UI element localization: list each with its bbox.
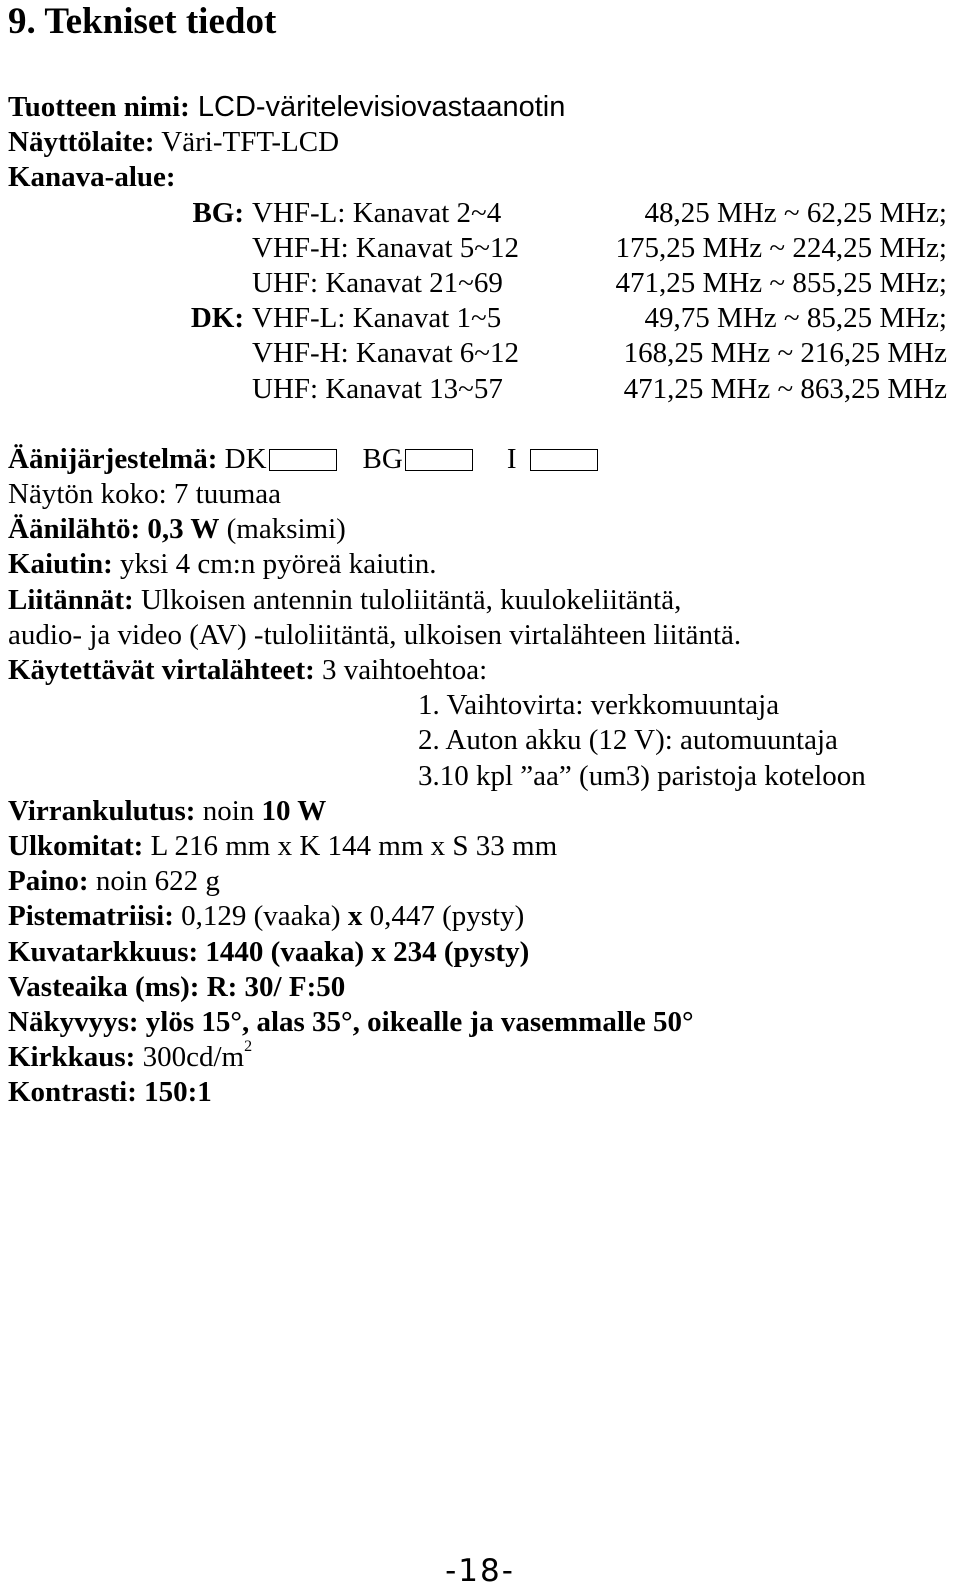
page-number: -18- [445,1553,515,1589]
spec-value: (maksimi) [219,513,346,546]
channel-band: VHF-L: Kanavat 2~4 [252,196,502,229]
spec-power-sources [8,653,953,688]
channel-system [8,336,252,371]
spec-value: audio- ja video (AV) -tuloliitäntä, ulkoisen virtalähteen liitäntä. [8,618,742,651]
spec-list [8,90,953,1111]
spec-label: Paino: [8,865,89,898]
spec-value: 300cd/m [135,1041,245,1074]
spec-label: Näyttölaite: [8,126,155,159]
channel-frequency: 471,25 MHz ~ 863,25 MHz [623,372,947,405]
channel-row [8,231,953,266]
channel-system: DK: [190,302,244,335]
spec-text: Näkyvyys: ylös 15°, alas 35°, oikealle ja vasemmalle 50° [8,1006,694,1039]
sound-option-bg-label: BG [362,442,403,475]
spec-response-time [8,970,953,1005]
channel-row [8,372,953,407]
channel-system [8,372,252,407]
spec-dot-matrix [8,899,953,934]
spec-product-name [8,90,953,125]
channel-row [8,196,953,231]
channel-frequency: 471,25 MHz ~ 855,25 MHz; [615,267,947,300]
spec-label: Äänijärjestelmä: [8,442,218,475]
spec-channel-range [8,160,953,195]
spec-value: Väri-TFT-LCD [154,126,340,159]
spec-label: Liitännät: [8,583,134,616]
power-option: 3.10 kpl ”aa” (um3) paristoja koteloon [418,759,866,792]
channel-system [8,266,252,301]
channel-system: BG: [192,196,244,229]
spec-value: L 216 mm x K 144 mm x S 33 mm [143,830,558,863]
spec-text: Vasteaika (ms): R: 30/ F:50 [8,970,346,1003]
spec-value: 0,129 (vaaka) [173,900,348,933]
spec-text: Kontrasti: 150:1 [8,1076,212,1109]
spec-label: Käytettävät virtalähteet: [8,654,315,687]
channel-band: VHF-H: Kanavat 6~12 [252,337,519,370]
spec-label: Virrankulutus: [8,794,196,827]
spec-label: Pistematriisi: [8,900,174,933]
channel-row [8,336,953,371]
channel-band: UHF: Kanavat 21~69 [252,267,503,300]
power-option: 2. Auton akku (12 V): automuuntaja [418,724,838,757]
spec-label: Ulkomitat: [8,830,144,863]
page-title: 9. Tekniset tiedot [8,1,277,42]
channel-row [8,266,953,301]
spec-connections-cont [8,618,953,653]
channel-table [8,196,953,407]
spec-viewing-angle [8,1005,953,1040]
channel-band: VHF-H: Kanavat 5~12 [252,231,519,264]
spec-value: yksi 4 cm:n pyöreä kaiutin. [112,548,437,581]
channel-band: UHF: Kanavat 13~57 [252,372,503,405]
spec-value: Ulkoisen antennin tuloliitäntä, kuulokeliitäntä, [133,583,682,616]
sound-option-bg-checkbox [405,449,473,471]
spec-audio-output [8,512,953,547]
spec-label: Äänilähtö: 0,3 W [8,513,220,546]
spec-brightness [8,1040,953,1075]
channel-frequency: 48,25 MHz ~ 62,25 MHz; [644,196,947,229]
spec-dimensions [8,829,953,864]
spec-value: LCD-väritelevisiovastaanotin [189,91,566,123]
spec-speaker [8,547,953,582]
spec-weight [8,864,953,899]
spec-screen-size [8,477,953,512]
spec-contrast [8,1075,953,1110]
channel-frequency: 175,25 MHz ~ 224,25 MHz; [615,231,947,264]
sound-option-dk-checkbox [269,449,337,471]
spec-value: 3 vaihtoehtoa: [314,654,488,687]
spec-value: noin 622 g [88,865,220,898]
spec-superscript: 2 [244,1038,253,1056]
spec-label: Kirkkaus: [8,1041,136,1074]
channel-system [8,231,252,266]
spec-label: Kanava-alue: [8,161,176,194]
channel-frequency: 168,25 MHz ~ 216,25 MHz [623,337,947,370]
spec-display-device [8,125,953,160]
spec-text: Kuvatarkkuus: 1440 (vaaka) x 234 (pysty) [8,935,530,968]
spec-value: noin [195,794,262,827]
spec-power-consumption [8,794,953,829]
spec-resolution [8,935,953,970]
spec-connections [8,583,953,618]
spec-value-x: x [347,900,363,933]
sound-option-dk-label: DK [217,442,267,475]
channel-frequency: 49,75 MHz ~ 85,25 MHz; [644,302,947,335]
spec-label: Tuotteen nimi: [8,91,190,123]
channel-row [8,301,953,336]
spec-sound-system [8,442,953,477]
spacer [8,407,953,442]
sound-option-i-label: I [506,442,517,475]
power-option: 1. Vaihtovirta: verkkomuuntaja [418,689,780,722]
spec-text: Näytön koko: 7 tuumaa [8,478,282,511]
channel-band: VHF-L: Kanavat 1~5 [252,302,502,335]
sound-option-i-checkbox [530,449,598,471]
spec-value: 0,447 (pysty) [362,900,525,933]
spec-label: Kaiutin: [8,548,113,581]
spec-value-bold: 10 W [261,794,327,827]
